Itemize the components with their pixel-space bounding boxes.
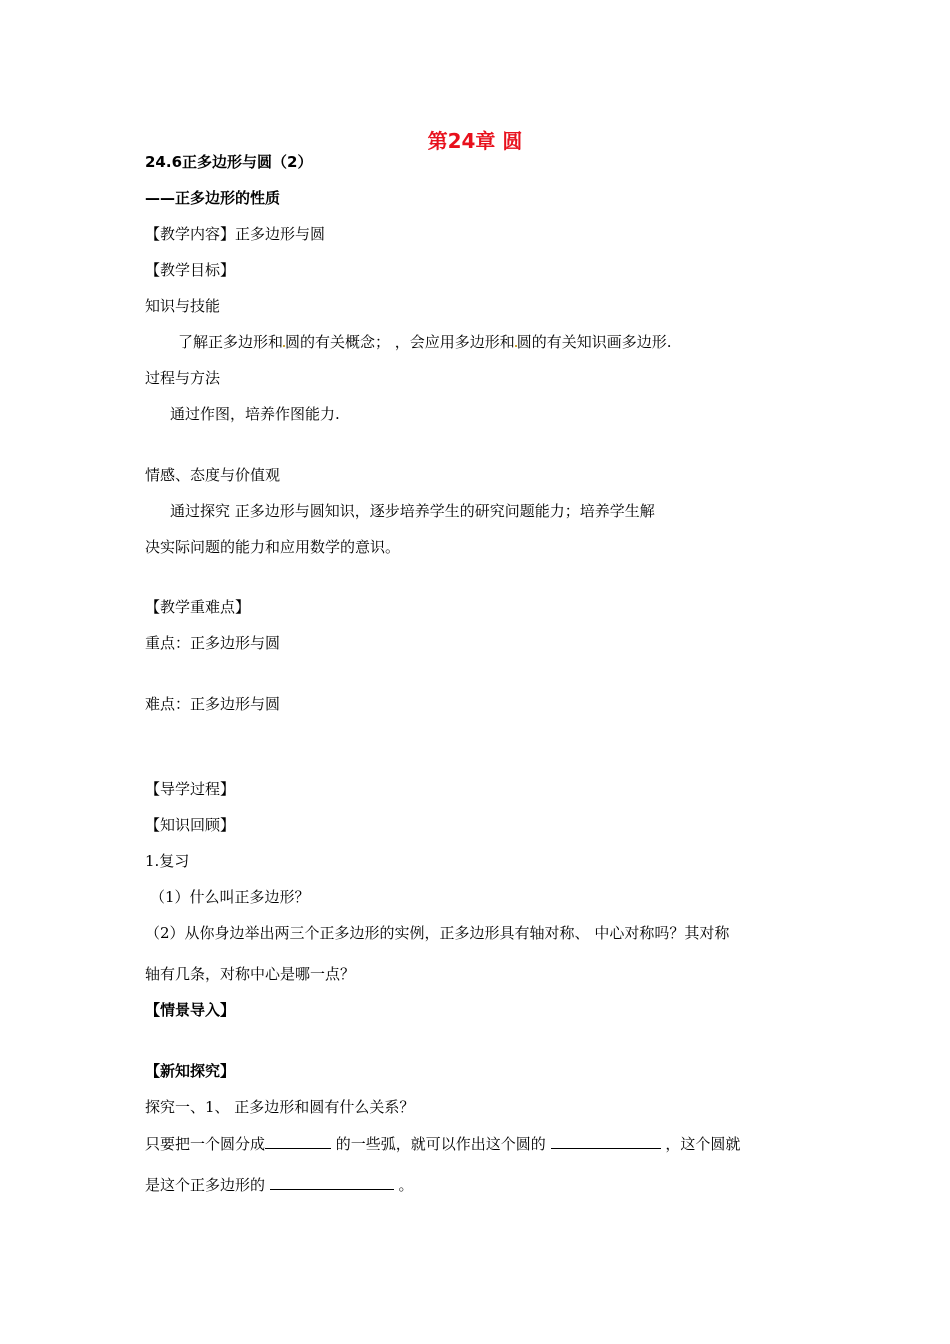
key-difficult-label: 【教学重难点】	[145, 598, 251, 616]
difficult-point: 难点：正多边形与圆	[145, 695, 281, 713]
fill-text-b: 的一些弧，就可以作出这个圆的	[331, 1135, 551, 1153]
process-method-heading: 过程与方法	[145, 369, 221, 387]
fill-in-line-1	[145, 1133, 740, 1154]
fill-text-d: 是这个正多边形的	[145, 1176, 270, 1194]
emotion-text-line-1: 通过探究 正多边形与圆知识，逐步培养学生的研究问题能力；培养学生解	[170, 502, 655, 520]
scenario-label: 【情景导入】	[145, 1001, 236, 1019]
section-subtitle: ——正多边形的性质	[145, 189, 281, 207]
section-heading: 24.6正多边形与圆（2）	[145, 153, 313, 171]
fill-text-c: ，这个圆就	[660, 1135, 741, 1153]
fill-text-a: 只要把一个圆分成	[145, 1135, 266, 1153]
knowledge-text-part-a: 了解正多边形和	[178, 333, 284, 351]
teaching-goals-label: 【教学目标】	[145, 261, 236, 279]
key-point: 重点：正多边形与圆	[145, 634, 281, 652]
review-label: 【知识回顾】	[145, 816, 236, 834]
fill-in-line-2	[145, 1174, 414, 1195]
chapter-title: 第24章 圆	[427, 129, 523, 153]
knowledge-skill-heading: 知识与技能	[145, 297, 221, 315]
knowledge-text-part-c: 圆的有关知识画多边形.	[516, 333, 672, 351]
guide-process-label: 【导学过程】	[145, 780, 236, 798]
process-method-text: 通过作图，培养作图能力.	[170, 405, 340, 423]
answer-blank-2[interactable]	[551, 1133, 661, 1149]
explore-1: 探究一、1、 正多边形和圆有什么关系？	[145, 1098, 415, 1116]
new-knowledge-label: 【新知探究】	[145, 1062, 236, 1080]
teaching-content: 【教学内容】正多边形与圆	[145, 225, 326, 243]
question-1: （1）什么叫正多边形？	[150, 888, 310, 906]
emotion-text-line-2: 决实际问题的能力和应用数学的意识。	[145, 538, 401, 556]
answer-blank-1[interactable]	[265, 1133, 331, 1149]
question-2-line-2: 轴有几条，对称中心是哪一点？	[145, 965, 356, 983]
question-2-line-1: （2）从你身边举出两三个正多边形的实例，正多边形具有轴对称、 中心对称吗？其对称	[145, 924, 730, 942]
knowledge-skill-text	[178, 332, 672, 352]
answer-blank-3[interactable]	[270, 1174, 394, 1190]
fill-text-e: 。	[393, 1176, 414, 1194]
emotion-heading: 情感、态度与价值观	[145, 466, 281, 484]
review-item: 1.复习	[145, 852, 190, 870]
knowledge-text-part-b: 圆的有关概念； ，会应用多边形和	[285, 333, 515, 351]
